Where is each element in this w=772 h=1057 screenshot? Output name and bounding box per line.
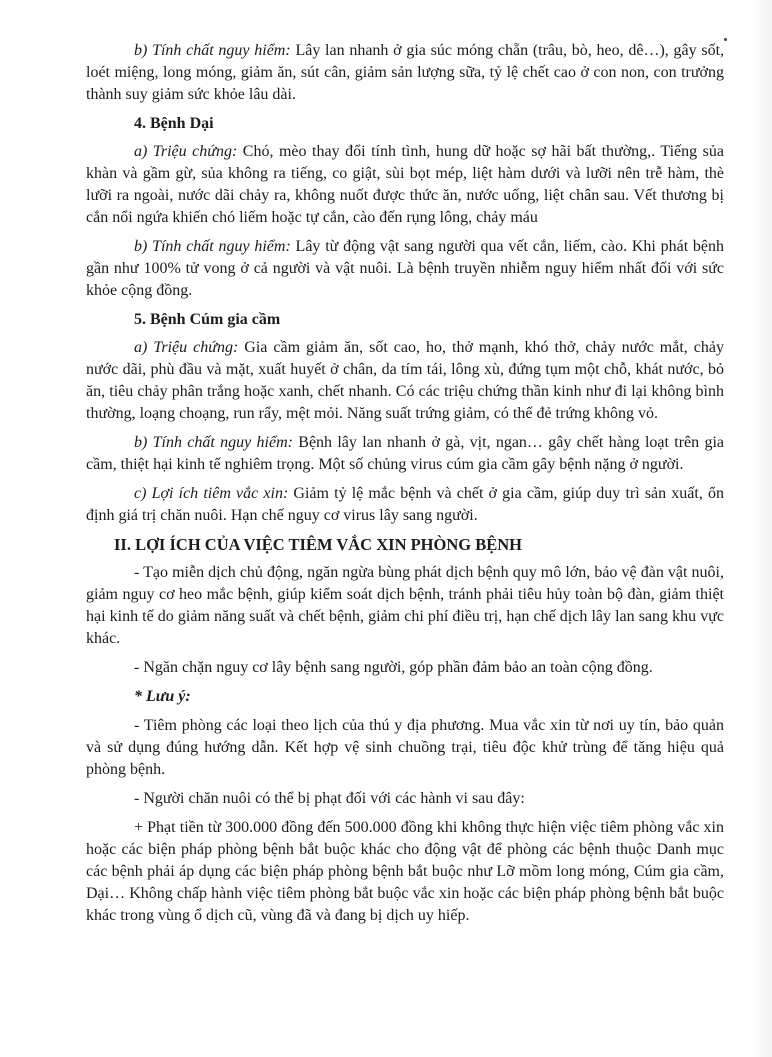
paragraph-text: Chó, mèo thay đổi tính tình, hung dữ hoặc sợ hãi bất thường,. Tiếng sủa khàn và gầm gừ, sủa không ra tiếng, co giật, sùi bọt mép, liệt hàm dưới và lưỡi nên trễ hàm, thè lưỡi ra ngoài, nước dãi chảy ra, không nuốt được thức ăn, nước uống, liệt chân sau. Vết thương bị cắn nổi ngứa khiến chó liếm hoặc tự cắn, cào đến rụng lông, chảy máu bbox=[86, 143, 724, 226]
paragraph-vaccination-schedule: - Tiêm phòng các loại theo lịch của thú y địa phương. Mua vắc xin từ nơi uy tín, bảo quản và sử dụng đúng hướng dẫn. Kết hợp vệ sinh chuồng trại, tiêu độc khử trùng để tăng hiệu quả phòng bệnh. bbox=[86, 717, 724, 778]
heading-avian-flu: 5. Bệnh Cúm gia cầm bbox=[134, 311, 281, 328]
paragraph-label: a) Triệu chứng: bbox=[134, 339, 239, 356]
paragraph-prevent-human: - Ngăn chặn nguy cơ lây bệnh sang người, góp phần đảm bảo an toàn cộng đồng. bbox=[134, 659, 653, 676]
paragraph-flu-danger bbox=[86, 432, 724, 476]
paragraph-label: c) Lợi ích tiêm vắc xin: bbox=[134, 485, 289, 502]
note-heading: * Lưu ý: bbox=[134, 688, 191, 705]
paragraph-flu-vaccine-benefit bbox=[86, 483, 724, 527]
paragraph-text: Bệnh lây lan nhanh ở gà, vịt, ngan… gây chết hàng loạt trên gia cầm, thiệt hại kinh tế nghiêm trọng. Một số chủng virus cúm gia cầm gây bệnh nặng ở người. bbox=[86, 434, 724, 473]
paragraph-label: a) Triệu chứng: bbox=[134, 143, 238, 160]
paragraph-flu-symptoms bbox=[86, 337, 724, 425]
paragraph-text: Giảm tỷ lệ mắc bệnh và chết ở gia cầm, giúp duy trì sản xuất, ổn định giá trị chăn nuôi. Hạn chế nguy cơ virus lây sang người. bbox=[86, 485, 724, 524]
paragraph-rabies-symptoms bbox=[86, 141, 724, 229]
paragraph-penalty-detail: + Phạt tiền từ 300.000 đồng đến 500.000 đồng khi không thực hiện việc tiêm phòng vắc xin hoặc các biện pháp phòng bệnh bắt buộc khác cho động vật để phòng các bệnh thuộc Danh mục các bệnh phải áp dụng các biện pháp phòng bệnh bắt buộc như Lỡ mồm long móng, Cúm gia cầm, Dại… Không chấp hành việc tiêm phòng bắt buộc vắc xin hoặc các biện pháp phòng bệnh bắt buộc khác trong vùng ổ dịch cũ, vùng đã và đang bị dịch uy hiếp. bbox=[86, 819, 724, 924]
paragraph-text: Lây lan nhanh ở gia súc móng chẵn (trâu, bò, heo, dê…), gây sốt, loét miệng, long móng, giảm ăn, sút cân, giảm sản lượng sữa, tỷ lệ chết cao ở con non, con trưởng thành suy giảm sức khỏe lâu dài. bbox=[86, 42, 725, 103]
heading-vaccine-benefits: II. LỢI ÍCH CỦA VIỆC TIÊM VẮC XIN PHÒNG BỆNH bbox=[114, 535, 522, 554]
paragraph-text: Lây từ động vật sang người qua vết cắn, liếm, cào. Khi phát bệnh gần như 100% tử vong ở cả người và vật nuôi. Là bệnh truyền nhiễm nguy hiểm nhất đối với sức khỏe cộng đồng. bbox=[86, 238, 725, 299]
paragraph-label: b) Tính chất nguy hiểm: bbox=[134, 434, 293, 451]
paragraph-label: b) Tính chất nguy hiểm: bbox=[134, 42, 291, 59]
paragraph-immunity: - Tạo miễn dịch chủ động, ngăn ngừa bùng phát dịch bệnh quy mô lớn, bảo vệ đàn vật nuôi, giảm nguy cơ heo mắc bệnh, giúp kiểm soát dịch bệnh, tránh phải tiêu hủy toàn bộ đàn, giảm thiệt hại kinh tế do giảm năng suất và chết bệnh, giảm chi phí điều trị, hạn chế dịch lây lan sang khu vực khác. bbox=[86, 564, 724, 647]
scan-speck bbox=[724, 38, 727, 41]
paragraph-fmd-danger bbox=[86, 40, 724, 106]
paragraph-penalty-intro: - Người chăn nuôi có thể bị phạt đối với các hành vi sau đây: bbox=[134, 790, 525, 807]
paragraph-label: b) Tính chất nguy hiểm: bbox=[134, 238, 291, 255]
paragraph-text: Gia cầm giảm ăn, sốt cao, ho, thở mạnh, khó thở, chảy nước mắt, chảy nước dãi, phù đầu và mặt, xuất huyết ở chân, da tím tái, lông xù, đứng tụm một chỗ, khát nước, bỏ ăn, tiêu chảy phân trắng hoặc xanh, chết nhanh. Có các triệu chứng thần kinh như đi lại không bình thường, loạng choạng, run rẩy, mệt mỏi. Năng suất trứng giảm, có thể đẻ trứng không vỏ. bbox=[86, 339, 724, 422]
heading-rabies: 4. Bệnh Dại bbox=[134, 115, 214, 132]
paragraph-rabies-danger bbox=[86, 236, 724, 302]
